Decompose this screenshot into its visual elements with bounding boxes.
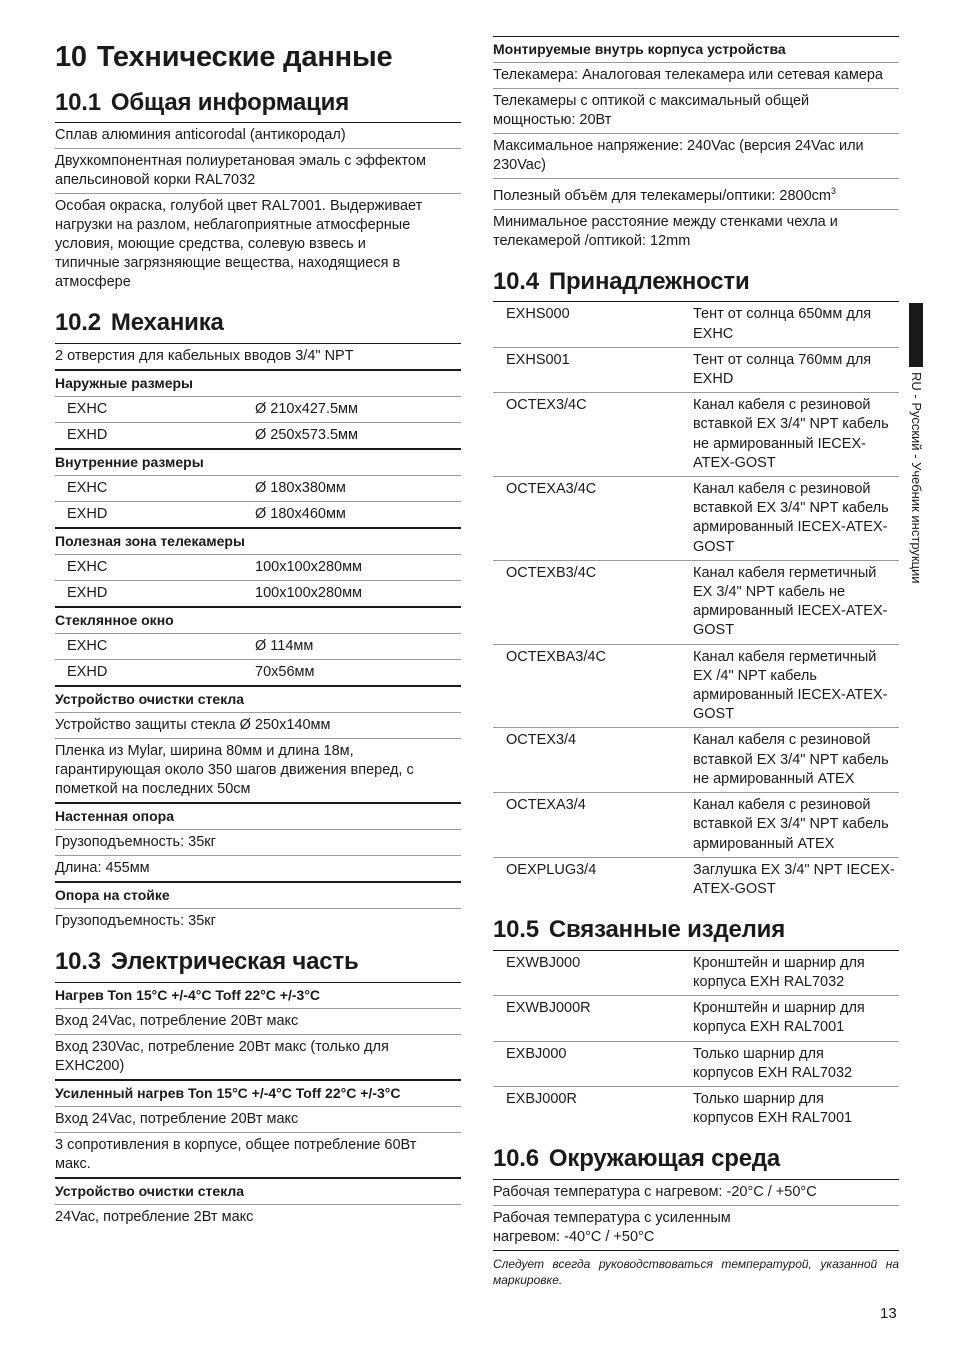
external-dims-heading: Наружные размеры [55, 369, 461, 396]
table-row: EXWBJ000R Кронштейн и шарнир для корпуса EXH RAL7001 [493, 995, 899, 1040]
table-row: EXHS000 Тент от солнца 650мм для EXHC [493, 301, 899, 346]
table-row: EXHD 100x100x280мм [55, 580, 461, 606]
list-item: Максимальное напряжение: 240Vac (версия 24Vac или 230Vac) [493, 133, 899, 178]
right-column [493, 36, 899, 1288]
general-row: Сплав алюминия anticorodal (антикородал) [55, 122, 461, 148]
table-row: EXHC Ø 180x380мм [55, 475, 461, 501]
table-row: EXHD 70x56мм [55, 659, 461, 685]
glass-window-heading: Стеклянное окно [55, 606, 461, 633]
table-row: EXHD Ø 250x573.5мм [55, 422, 461, 448]
list-item: Вход 24Vac, потребление 20Вт макс [55, 1106, 461, 1132]
section-mechanics-title: 10.2 Механика [55, 309, 224, 337]
table-row: EXHC Ø 210x427.5мм [55, 396, 461, 422]
language-tab-label: RU - Русский - Учебник инструкции [909, 372, 924, 584]
table-row: OEXPLUG3/4 Заглушка EX 3/4" NPT IECEX- ATEX-GOST [493, 857, 899, 902]
wall-mount-heading: Настенная опора [55, 802, 461, 829]
table-row: EXHC 100x100x280мм [55, 554, 461, 580]
list-item: Длина: 455мм [55, 855, 461, 881]
table-row: OCTEXB3/4C Канал кабеля герметичный EX 3/4" NPT кабель не армированный IECEX-ATEX- GOST [493, 560, 899, 644]
table-row: OCTEXBA3/4C Канал кабеля герметичный EX /4" NPT кабель армированный IECEX-ATEX- GOST [493, 644, 899, 728]
camera-zone-heading: Полезная зона телекамеры [55, 527, 461, 554]
table-row: OCTEX3/4C Канал кабеля с резиновой вставкой EX 3/4" NPT кабель не армированный IECEX- ATEX-GOST [493, 392, 899, 476]
section-related-title: 10.5 Связанные изделия [493, 916, 786, 944]
table-row: EXHC Ø 114мм [55, 633, 461, 659]
environment-note: Следует всегда руководствоваться температурой, указанной на маркировке. [493, 1250, 899, 1288]
table-row: EXHS001 Тент от солнца 760мм для EXHD [493, 347, 899, 392]
internal-dims-heading: Внутренние размеры [55, 448, 461, 475]
list-item: Грузоподъемность: 35кг [55, 829, 461, 855]
list-item: Телекамеры с оптикой с максимальный общей мощностью: 20Вт [493, 88, 899, 133]
list-item: Грузоподъемность: 35кг [55, 908, 461, 934]
mechanics-row: 2 отверстия для кабельных вводов 3/4" NPT [55, 343, 461, 369]
table-row: OCTEXA3/4 Канал кабеля с резиновой вставкой EX 3/4" NPT кабель армированный ATEX [493, 792, 899, 857]
heating-heading: Нагрев Ton 15°C +/-4°C Toff 22°C +/-3°C [55, 982, 461, 1008]
pole-mount-heading: Опора на стойке [55, 881, 461, 908]
heavy-heating-heading: Усиленный нагрев Ton 15°C +/-4°C Toff 22°C +/-3°C [55, 1079, 461, 1106]
mounted-devices-heading: Монтируемые внутрь корпуса устройства [493, 36, 899, 62]
electrical-cleaning-heading: Устройство очистки стекла [55, 1177, 461, 1204]
list-item: 24Vac, потребление 2Вт макс [55, 1204, 461, 1230]
section-general-title: 10.1 Общая информация [55, 88, 350, 116]
table-row: OCTEXA3/4C Канал кабеля с резиновой вставкой EX 3/4" NPT кабель армированный IECEX-ATEX- GOST [493, 476, 899, 560]
list-item: Устройство защиты стекла Ø 250x140мм [55, 712, 461, 738]
language-tab-marker [909, 303, 923, 367]
list-item: 3 сопротивления в корпусе, общее потребление 60Вт макс. [55, 1132, 461, 1177]
list-item: Минимальное расстояние между стенками чехла и телекамерой /оптикой: 12mm [493, 209, 899, 254]
table-row: EXWBJ000 Кронштейн и шарнир для корпуса EXH RAL7032 [493, 950, 899, 995]
list-item: Рабочая температура с нагревом: -20°C / +50°C [493, 1179, 899, 1205]
table-row: EXBJ000R Только шарнир для корпусов EXH RAL7001 [493, 1086, 899, 1131]
left-column [55, 36, 461, 1230]
page-title: 10 Технические данные [55, 41, 393, 73]
table-row: OCTEX3/4 Канал кабеля с резиновой вставкой EX 3/4" NPT кабель не армированный ATEX [493, 727, 899, 792]
section-accessories-title: 10.4 Принадлежности [493, 267, 750, 295]
glass-cleaning-heading: Устройство очистки стекла [55, 685, 461, 712]
general-row: Особая окраска, голубой цвет RAL7001. Выдерживает нагрузки на разлом, неблагоприятные атмосферные условия, моющие средства, солевую взвесь и типичные загрязняющие вещества, находящиеся в атмосфере [55, 193, 461, 295]
general-row: Двухкомпонентная полиуретановая эмаль с эффектом апельсиновой корки RAL7032 [55, 148, 461, 193]
list-item: Полезный объём для телекамеры/оптики: $2800cm^3$ [493, 178, 899, 209]
list-item: Вход 230Vac, потребление 20Вт макс (только для EXHC200) [55, 1034, 461, 1079]
table-row: EXHD Ø 180x460мм [55, 501, 461, 527]
list-item: Пленка из Mylar, ширина 80мм и длина 18м, гарантирующая около 350 шагов движения вперед, с пометкой на последних 50см [55, 738, 461, 802]
section-electrical-title: 10.3 Электрическая часть [55, 947, 359, 975]
table-row: EXBJ000 Только шарнир для корпусов EXH RAL7032 [493, 1041, 899, 1086]
page-number: 13 [880, 1305, 897, 1322]
list-item: Рабочая температура с усиленным нагревом: -40°C / +50°C [493, 1205, 899, 1250]
list-item: Телекамера: Аналоговая телекамера или сетевая камера [493, 62, 899, 88]
list-item: Вход 24Vac, потребление 20Вт макс [55, 1008, 461, 1034]
section-environment-title: 10.6 Окружающая среда [493, 1145, 781, 1173]
